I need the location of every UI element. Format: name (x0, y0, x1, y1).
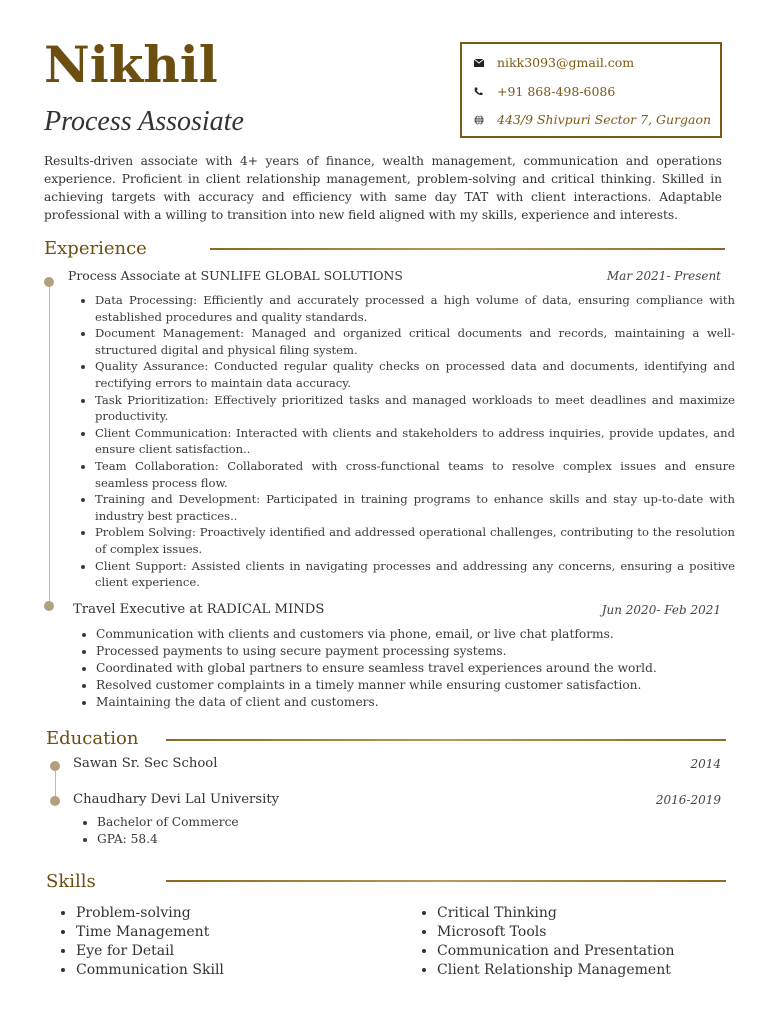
job-date: Jun 2020- Feb 2021 (601, 603, 721, 617)
envelope-icon (474, 59, 486, 67)
skill-item: • Communication and Presentation (437, 942, 757, 961)
school-name: Chaudhary Devi Lal University (73, 792, 280, 807)
list-item: • Bachelor of Commerce (97, 814, 497, 831)
timeline-dot (44, 277, 54, 287)
list-item: • Training and Development: Participated in training programs to enhance skills and stay up-to-date with industry best practices.. (95, 491, 735, 524)
phone-icon (474, 87, 486, 96)
job-bullets (82, 626, 736, 711)
list-item: • Communication with clients and customers via phone, email, or live chat platforms. (96, 626, 736, 643)
contact-address: 443/9 Shivpuri Sector 7, Gurgaon (497, 112, 712, 127)
skill-item: • Critical Thinking (437, 904, 757, 923)
list-item: • Client Communication: Interacted with clients and stakeholders to address inquiries, provide updates, and ensure client satisfaction.. (95, 425, 735, 458)
contact-phone[interactable]: +91 868-498-6086 (497, 84, 616, 99)
school-date: 2014 (690, 757, 721, 771)
candidate-title: Process Assosiate (44, 106, 244, 137)
contact-phone-row (474, 84, 615, 99)
school-name: Sawan Sr. Sec School (73, 756, 218, 771)
skill-item: • Microsoft Tools (437, 923, 757, 942)
contact-box (460, 42, 722, 138)
globe-icon (474, 115, 486, 125)
profile-summary: Results-driven associate with 4+ years of finance, wealth management, communication and operations experience. Proficient in client relationship management, problem-solving and critical thinking. Skilled in achieving targets with accuracy and efficiency with same day TAT with client interactions. Adaptable professional with a willing to transition into new field aligned with my skills, experience and interests. (44, 154, 722, 222)
list-item: • Task Prioritization: Effectively prioritized tasks and managed workloads to meet deadlines and maximize productivity. (95, 392, 735, 425)
skills-divider (166, 880, 726, 882)
list-item: • Problem Solving: Proactively identified and addressed operational challenges, contributing to the resolution of complex issues. (95, 524, 735, 557)
list-item: • Team Collaboration: Collaborated with cross-functional teams to resolve complex issues and ensure seamless process flow. (95, 458, 735, 491)
education-divider (166, 739, 726, 741)
timeline-dot (50, 761, 60, 771)
education-details (83, 814, 497, 848)
list-item: • Document Management: Managed and organized critical documents and records, maintaining a well-structured digital and physical filing system. (95, 325, 735, 358)
skill-item: • Eye for Detail (76, 942, 406, 961)
contact-email-row (474, 55, 634, 70)
list-item: • Client Support: Assisted clients in navigating processes and addressing any concerns, ensuring a positive client experience. (95, 558, 735, 591)
education-timeline (55, 766, 57, 800)
job-bullets (81, 292, 735, 591)
job-date: Mar 2021- Present (606, 269, 721, 283)
skills-list-left (60, 904, 406, 980)
list-item: • Processed payments to using secure payment processing systems. (96, 643, 736, 660)
education-heading: Education (46, 728, 139, 749)
experience-timeline (49, 282, 51, 606)
list-item: • GPA: 58.4 (97, 831, 497, 848)
skill-item: • Problem-solving (76, 904, 406, 923)
job-title: Travel Executive at RADICAL MINDS (73, 602, 325, 617)
candidate-name: Nikhil (44, 35, 218, 94)
skill-item: • Communication Skill (76, 961, 406, 980)
list-item: • Data Processing: Efficiently and accurately processed a high volume of data, ensuring compliance with established procedures and quality standards. (95, 292, 735, 325)
timeline-dot (50, 796, 60, 806)
contact-address-row (474, 112, 711, 127)
list-item: • Maintaining the data of client and customers. (96, 694, 736, 711)
skill-item: • Time Management (76, 923, 406, 942)
school-date: 2016-2019 (655, 793, 721, 807)
list-item: • Coordinated with global partners to ensure seamless travel experiences around the world. (96, 660, 736, 677)
skills-list-right (421, 904, 757, 980)
skills-heading: Skills (46, 871, 96, 892)
timeline-dot (44, 601, 54, 611)
job-title: Process Associate at SUNLIFE GLOBAL SOLUTIONS (68, 268, 403, 283)
experience-heading: Experience (44, 238, 147, 259)
skill-item: • Client Relationship Management (437, 961, 757, 980)
experience-divider (210, 248, 725, 250)
list-item: • Quality Assurance: Conducted regular quality checks on processed data and documents, identifying and rectifying errors to maintain data accuracy. (95, 358, 735, 391)
contact-email[interactable]: nikk3093@gmail.com (497, 55, 635, 70)
list-item: • Resolved customer complaints in a timely manner while ensuring customer satisfaction. (96, 677, 736, 694)
